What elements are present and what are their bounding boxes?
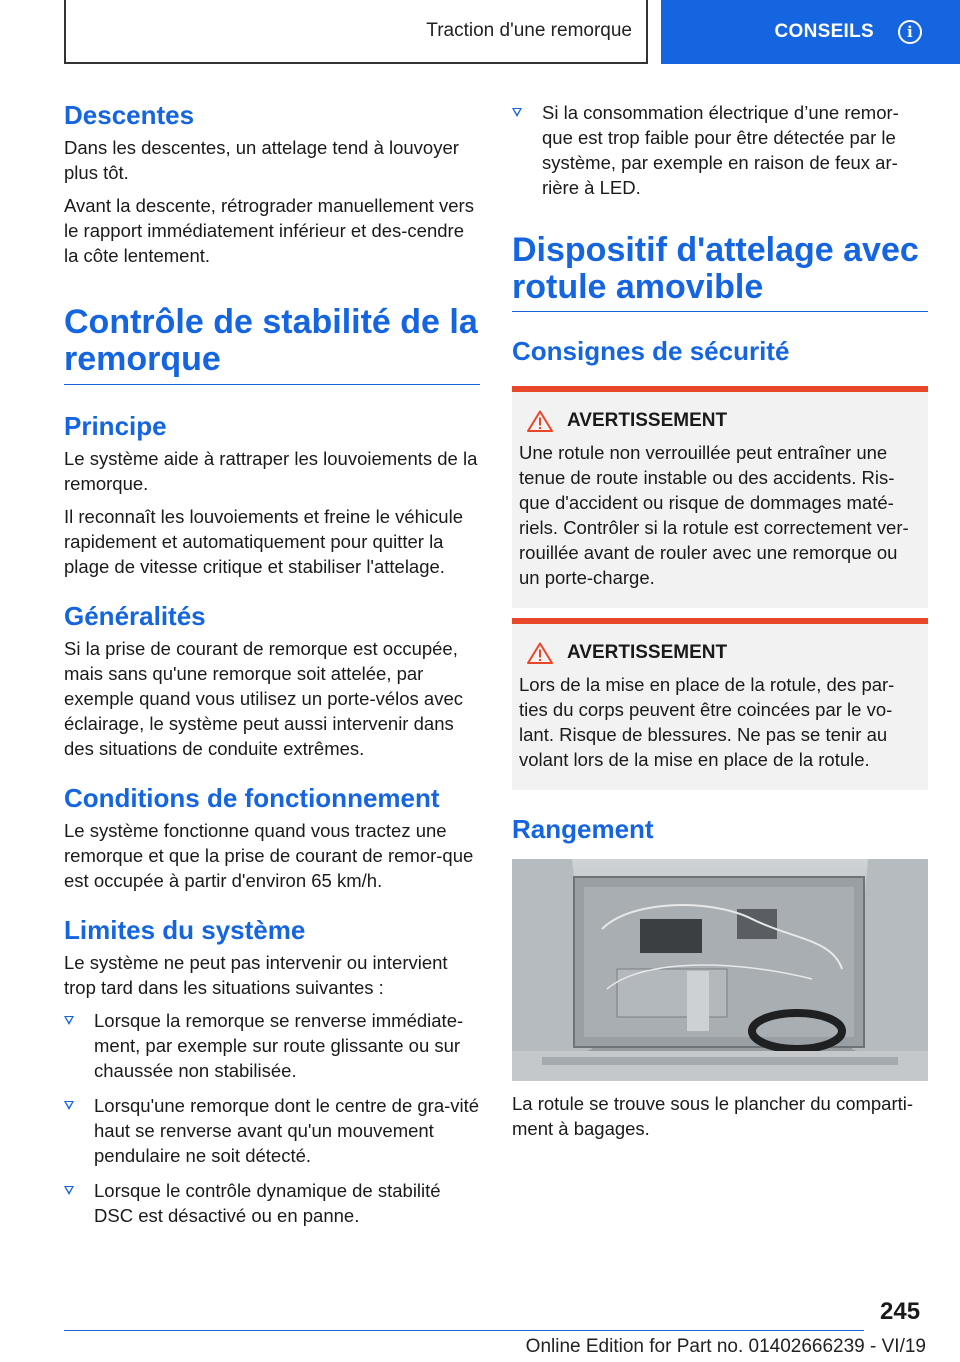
footer-divider [64,1330,864,1331]
right-column [512,100,928,1149]
heading-descentes: Descentes [64,100,195,130]
principe-paragraph-1: Le système aide à rattraper les louvoiements de la remorque. [64,447,478,494]
principe-paragraph-2: Il reconnaît les louvoiements et freine le véhicule rapidement et automatiquement pour quitter la plage de vitesse critique et stabiliser l'attelage. [64,505,463,577]
warning-triangle-icon [527,642,553,664]
limites-paragraph: Le système ne peut pas intervenir ou intervient trop tard dans les situations suivantes : [64,952,448,999]
heading-consignes-securite: Consignes de sécurité [512,336,790,367]
descentes-paragraph-2: Avant la descente, rétrograder manuellement vers le rapport immédiatement inférieur et des-cendre la côte lentement. [64,195,474,267]
trunk-storage-photo [512,859,928,1081]
bullet-triangle-icon [64,1101,74,1110]
heading-controle-stabilite: Contrôle de stabilité de la remorque [64,304,480,384]
bullet-triangle-icon [64,1186,74,1195]
heading-rangement: Rangement [512,813,654,844]
warning-text: Une rotule non verrouillée peut entraîner une tenue de route instable ou des accidents. Ris-que d'accident ou risque de dommages maté-riels. Contrôler si la rotule est correctement ver-rouillée avant de rouler avec une remorque ou un porte-charge. [519,441,909,588]
page-number: 245 [880,1298,921,1325]
list-item: Lorsqu'une remorque dont le centre de gra-vité haut se renverse avant qu'un mouvement pendulaire ne soit détecté. [64,1093,480,1168]
heading-limites: Limites du système [64,915,306,946]
conditions-paragraph: Le système fonctionne quand vous tractez une remorque et que la prise de courant de remor-que est occupée à partir d'environ 65 km/h. [64,820,474,892]
left-column [64,100,480,1238]
list-item: Lorsque le contrôle dynamique de stabilité DSC est désactivé ou en panne. [64,1178,480,1228]
warning-triangle-icon [527,410,553,432]
descentes-paragraph-1: Dans les descentes, un attelage tend à louvoyer plus tôt. [64,137,459,184]
list-item: Si la consommation électrique d’une remor-que est trop faible pour être détectée par le système, par exemple en raison de feux ar-rière à LED. [512,100,928,200]
heading-conditions: Conditions de fonctionnement [64,783,440,813]
info-icon[interactable]: i [898,20,922,44]
warning-box-2 [512,618,928,790]
warning-label: AVERTISSEMENT [567,641,728,663]
generalites-paragraph: Si la prise de courant de remorque est occupée, mais sans qu'une remorque soit attelée, par exemple quand vous utilisez un porte-vélos avec éclairage, le système peut aussi intervenir dans des situations de conduite extrêmes. [64,638,464,759]
list-item: Lorsque la remorque se renverse immédiate-ment, par exemple sur route glissante ou sur chaussée non stabilisée. [64,1008,480,1083]
warning-box-1 [512,386,928,608]
header-section-title [64,0,648,64]
bullet-triangle-icon [512,108,522,117]
heading-dispositif-attelage: Dispositif d'attelage avec rotule amovible [512,232,928,312]
tab-conseils[interactable] [661,0,960,64]
heading-generalites: Généralités [64,600,206,631]
limites-list-continued [512,100,928,200]
bullet-triangle-icon [64,1016,74,1025]
warning-label: AVERTISSEMENT [567,409,728,431]
tab-conseils-label: CONSEILS [774,21,874,42]
rangement-caption: La rotule se trouve sous le plancher du comparti-ment à bagages. [512,1092,914,1139]
footer-edition-text: Online Edition for Part no. 01402666239 - VI/19 [525,1336,926,1357]
limites-list [64,1008,480,1228]
heading-principe: Principe [64,410,167,441]
section-title-text: Traction d'une remorque [426,20,632,41]
warning-text: Lors de la mise en place de la rotule, des par-ties du corps peuvent être coincées par le vo-lant. Risque de blessures. Ne pas se tenir au volant lors de la mise en place de la rotule. [519,673,895,770]
